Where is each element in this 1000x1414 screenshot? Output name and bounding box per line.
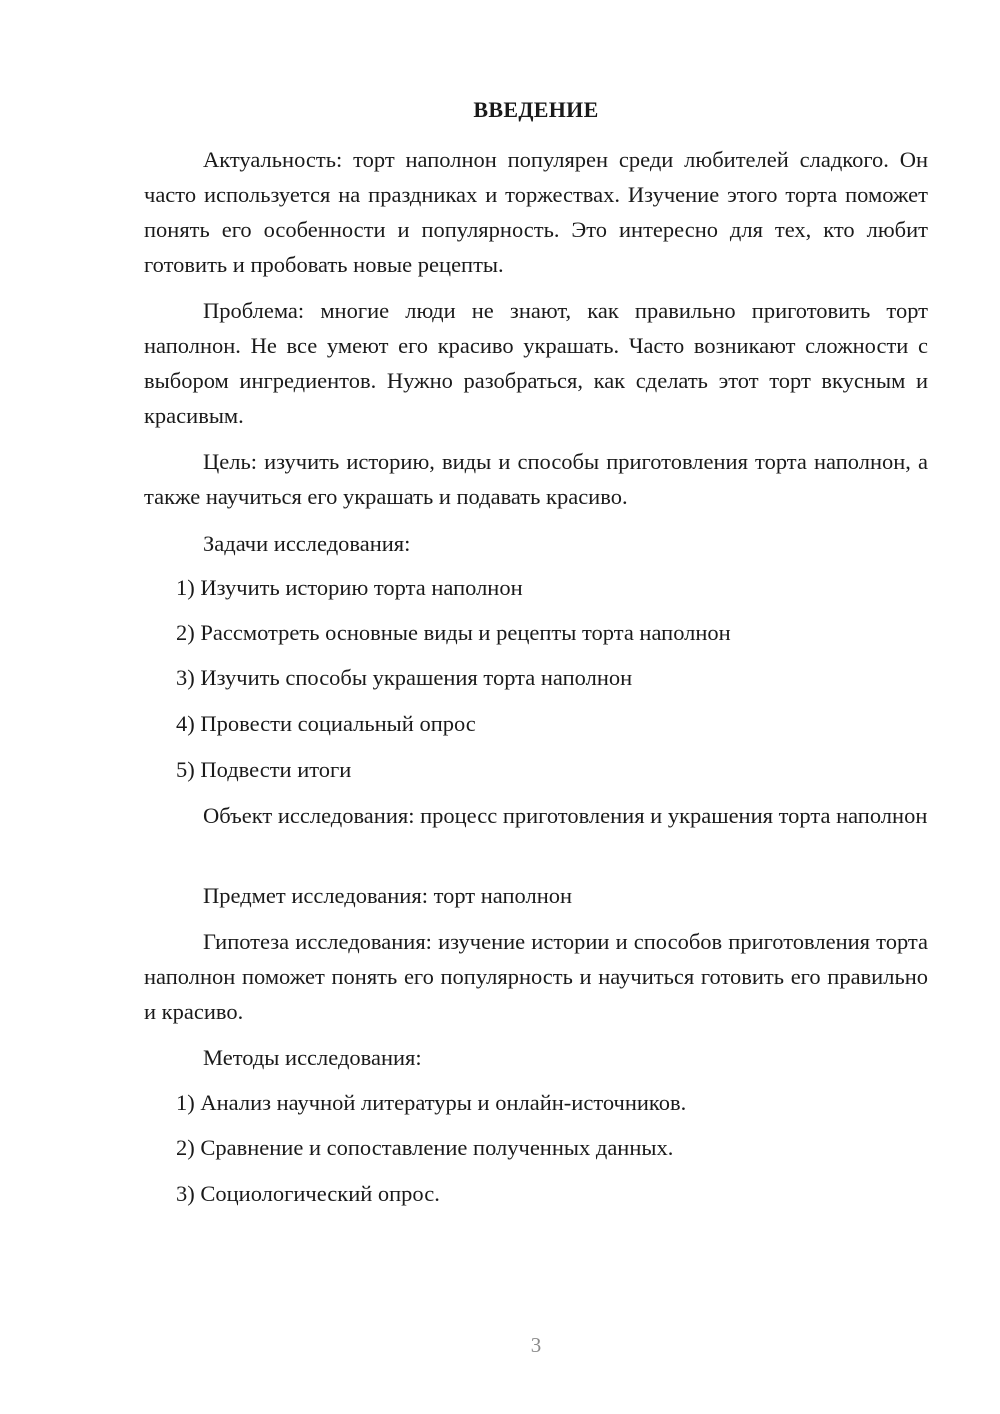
- method-item: 2) Сравнение и сопоставление полученных данных.: [176, 1135, 674, 1160]
- task-item: 3) Изучить способы украшения торта наполнон: [176, 665, 633, 690]
- object-paragraph: Объект исследования: процесс приготовления и украшения торта наполнон: [203, 803, 928, 828]
- page-title: ВВЕДЕНИЕ: [473, 97, 599, 122]
- task-item: 4) Провести социальный опрос: [176, 711, 476, 736]
- subject-paragraph: Предмет исследования: торт наполнон: [203, 883, 573, 908]
- goal-paragraph: Цель: изучить историю, виды и способы приготовления торта наполнон, а также научиться его украшать и подавать красиво.: [144, 449, 928, 509]
- problem-paragraph: Проблема: многие люди не знают, как правильно приготовить торт наполнон. Не все умеют его красиво украшать. Часто возникают сложности с выбором ингредиентов. Нужно разобраться, как сделать этот торт вкусным и красивым.: [144, 298, 928, 428]
- task-item: 2) Рассмотреть основные виды и рецепты торта наполнон: [176, 620, 731, 645]
- task-item: 1) Изучить историю торта наполнон: [176, 575, 523, 600]
- page-number: 3: [530, 1333, 542, 1357]
- relevance-paragraph: Актуальность: торт наполнон популярен среди любителей сладкого. Он часто используется на праздниках и торжествах. Изучение этого торта поможет понять его особенности и популярность. Это интересно для тех, кто любит готовить и пробовать новые рецепты.: [144, 147, 928, 277]
- tasks-heading: Задачи исследования:: [203, 531, 411, 556]
- hypothesis-paragraph: Гипотеза исследования: изучение истории и способов приготовления торта наполнон поможет понять его популярность и научиться готовить его правильно и красиво.: [144, 929, 928, 1024]
- method-item: 3) Социологический опрос.: [176, 1181, 440, 1206]
- task-item: 5) Подвести итоги: [176, 757, 352, 782]
- methods-heading: Методы исследования:: [203, 1045, 422, 1070]
- method-item: 1) Анализ научной литературы и онлайн-источников.: [176, 1090, 687, 1115]
